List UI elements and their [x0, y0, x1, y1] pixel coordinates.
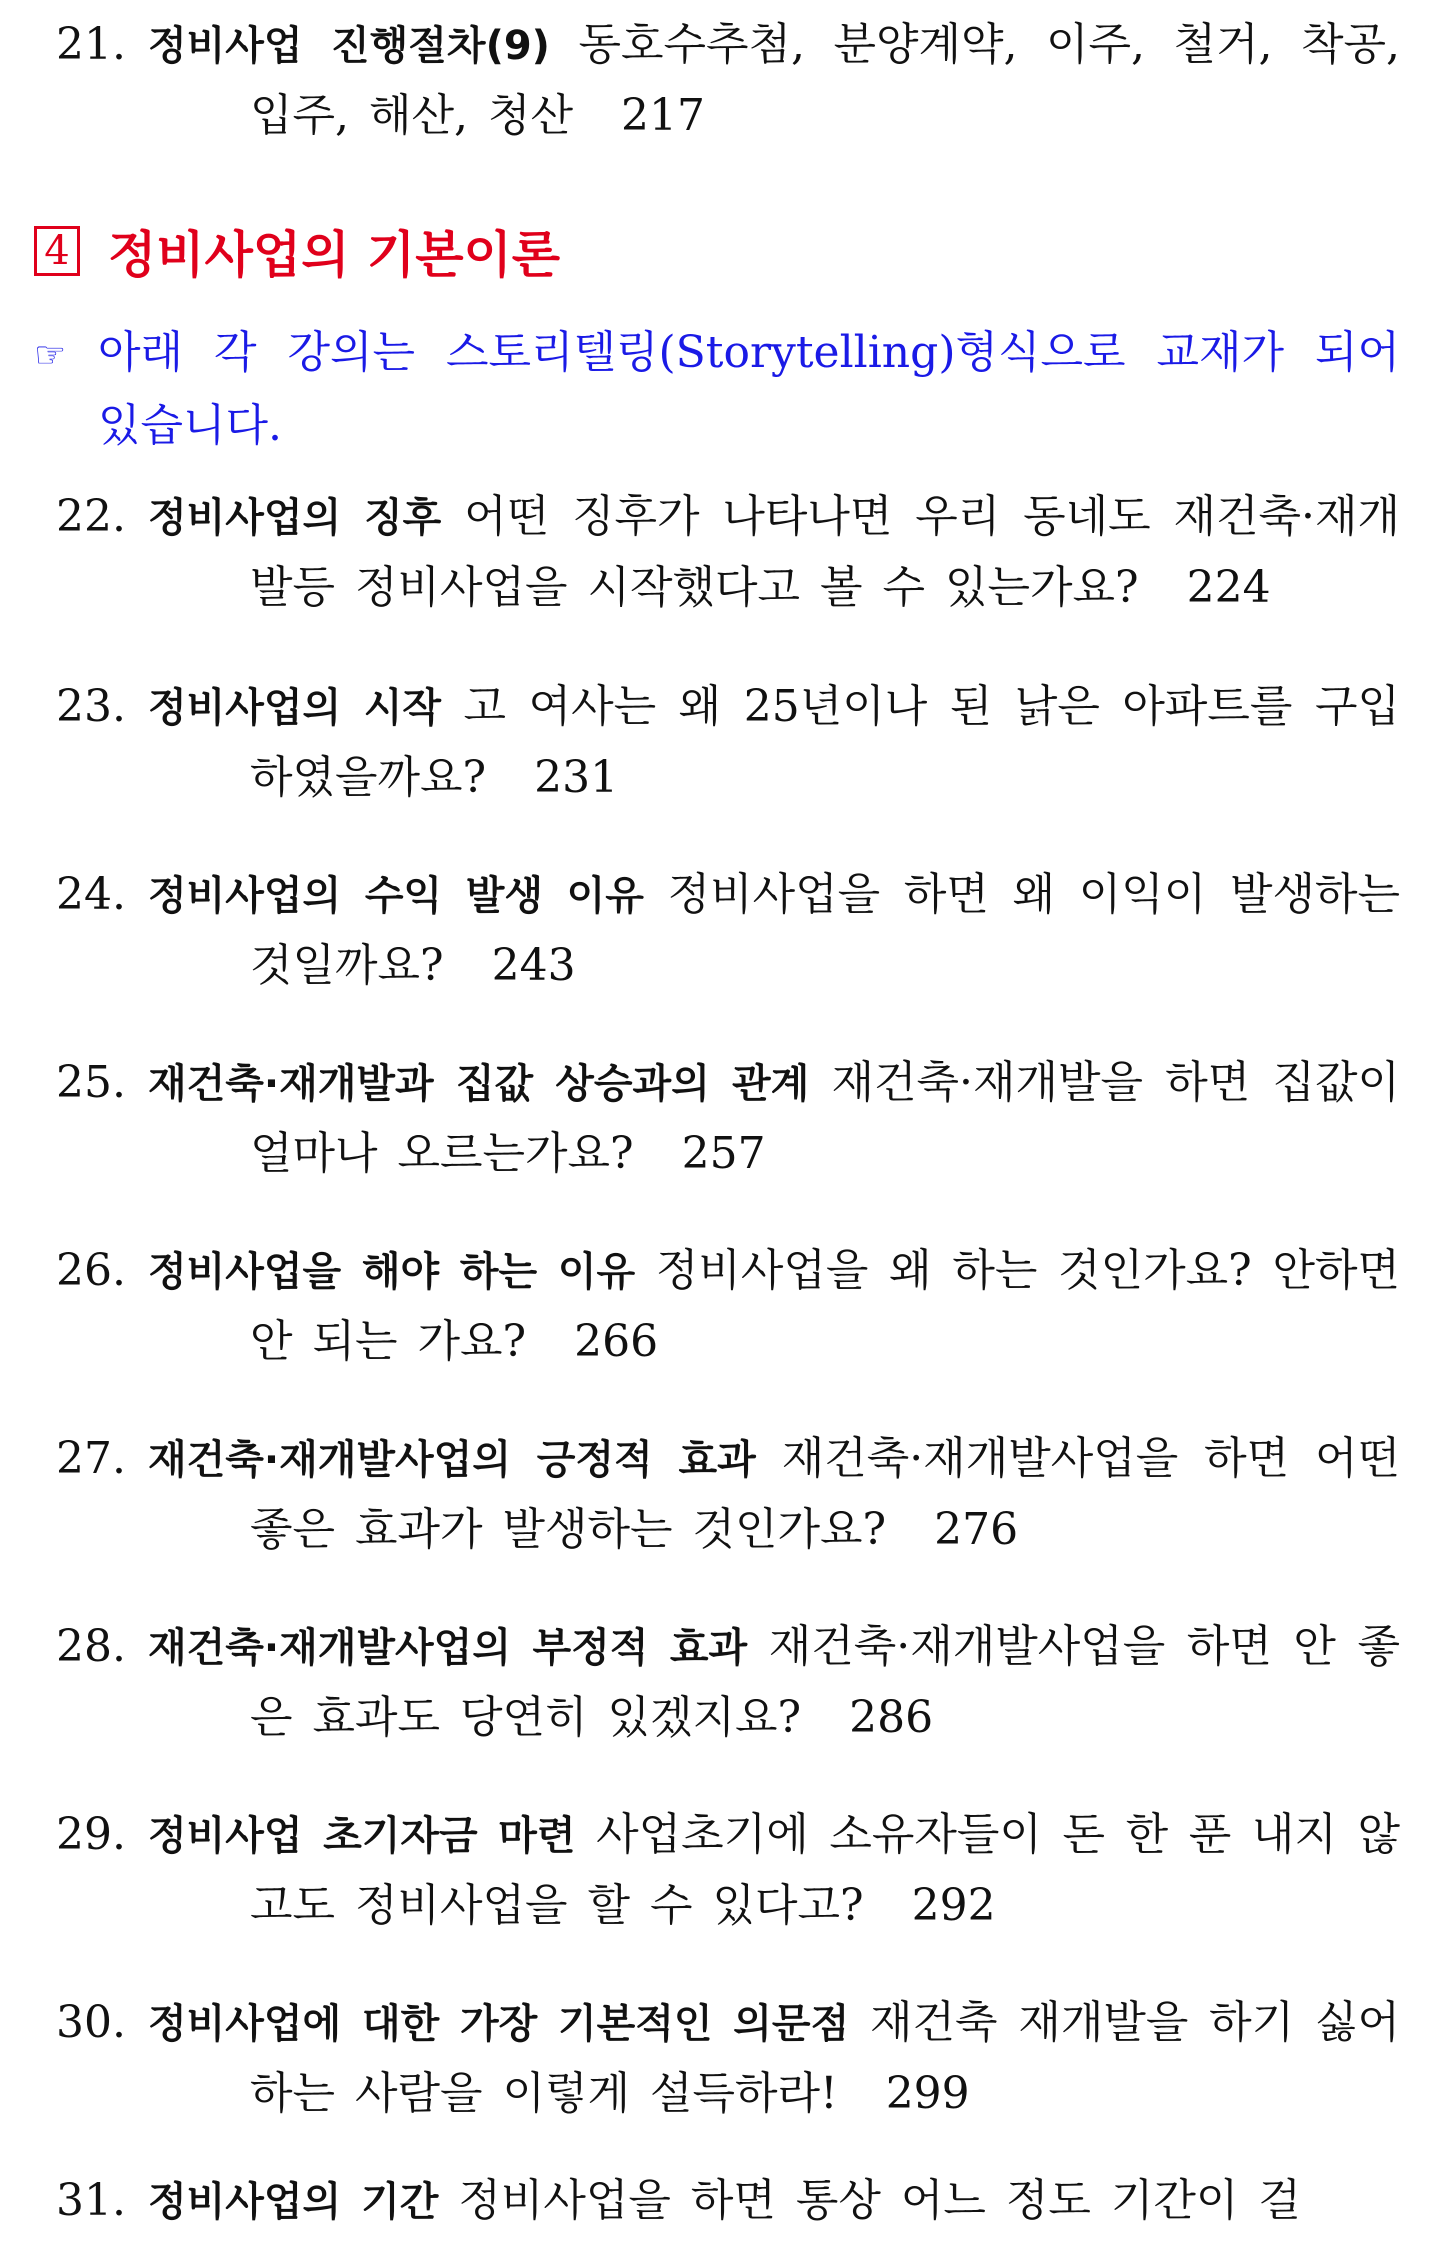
toc-entry	[56, 1236, 1400, 1377]
entry-number: 23.	[56, 681, 126, 732]
entry-description: 재건축·재개발사업을 하면 안 좋은 효과도 당연히 있겠지요?	[250, 1621, 1400, 1743]
entry-number: 22.	[56, 491, 126, 542]
toc-entry	[56, 1612, 1400, 1753]
section-number-box: 4	[34, 226, 80, 276]
note-text: 아래 각 강의는 스토리텔링(Storytelling)형식으로 교재가 되어 있습니다.	[98, 327, 1400, 451]
toc-entry	[56, 1424, 1400, 1565]
entry-number: 29.	[56, 1809, 126, 1860]
entry-page-number: 286	[849, 1692, 934, 1743]
entry-page-number: 231	[534, 752, 619, 803]
entry-number: 26.	[56, 1245, 126, 1296]
entry-page-number: 276	[934, 1504, 1019, 1555]
entry-title: 정비사업의 시작	[148, 685, 441, 731]
entry-number: 31.	[56, 2175, 126, 2226]
entry-description: 재건축·재개발사업을 하면 어떤 좋은 효과가 발생하는 것인가요?	[250, 1433, 1400, 1555]
entry-title: 정비사업의 징후	[148, 495, 442, 541]
storytelling-note	[34, 318, 1400, 461]
entry-page-number: 224	[1186, 562, 1271, 613]
entry-title: 정비사업에 대한 가장 기본적인 의문점	[148, 2001, 850, 2047]
entry-page-number: 292	[911, 1880, 996, 1931]
entry-page-number: 299	[885, 2068, 970, 2119]
entry-description: 재건축·재개발을 하면 집값이 얼마나 오르는가요?	[250, 1057, 1400, 1179]
section-heading	[34, 218, 560, 284]
toc-entry	[56, 482, 1400, 623]
toc-entry	[56, 672, 1400, 813]
entry-title: 재건축·재개발사업의 부정적 효과	[148, 1625, 748, 1671]
toc-entry	[56, 10, 1400, 151]
entry-title: 재건축·재개발사업의 긍정적 효과	[148, 1437, 756, 1483]
entry-description: 정비사업을 하면 통상 어느 정도 기간이 걸	[458, 2175, 1301, 2226]
toc-entry	[56, 1988, 1400, 2129]
entry-description: 정비사업을 왜 하는 것인가요? 안하면 안 되는 가요?	[250, 1245, 1400, 1367]
entry-title: 정비사업 초기자금 마련	[148, 1813, 576, 1859]
entry-title: 정비사업을 해야 하는 이유	[148, 1249, 636, 1295]
entry-description: 고 여사는 왜 25년이나 된 낡은 아파트를 구입하였을까요?	[250, 681, 1400, 803]
entry-number: 30.	[56, 1997, 126, 2048]
pointing-hand-icon: ☞	[34, 335, 67, 376]
entry-description: 재건축 재개발을 하기 싫어하는 사람을 이렇게 설득하라!	[250, 1997, 1400, 2119]
entry-description: 사업초기에 소유자들이 돈 한 푼 내지 않고도 정비사업을 할 수 있다고?	[250, 1809, 1400, 1931]
toc-entry	[56, 860, 1400, 1001]
entry-number: 28.	[56, 1621, 126, 1672]
entry-number: 27.	[56, 1433, 126, 1484]
entry-description: 어떤 징후가 나타나면 우리 동네도 재건축·재개발등 정비사업을 시작했다고 볼 수 있는가요?	[250, 491, 1400, 613]
entry-description: 정비사업을 하면 왜 이익이 발생하는 것일까요?	[250, 869, 1400, 991]
entry-number: 21.	[56, 19, 126, 70]
entry-page-number: 243	[491, 940, 576, 991]
entry-page-number: 266	[574, 1316, 659, 1367]
entry-title: 정비사업의 수익 발생 이유	[148, 873, 644, 919]
toc-entry	[56, 1800, 1400, 1941]
entry-title: 정비사업 진행절차(9)	[148, 23, 550, 69]
toc-entry	[56, 1048, 1400, 1189]
entry-title: 정비사업의 기간	[148, 2179, 439, 2225]
entry-page-number: 217	[620, 90, 705, 141]
entry-title: 재건축·재개발과 집값 상승과의 관계	[148, 1061, 810, 1107]
entry-number: 24.	[56, 869, 126, 920]
entry-description: 동호수추첨, 분양계약, 이주, 철거, 착공, 입주, 해산, 청산	[250, 19, 1400, 141]
entry-number: 25.	[56, 1057, 126, 1108]
entry-page-number: 257	[681, 1128, 766, 1179]
section-title: 정비사업의 기본이론	[108, 226, 561, 284]
toc-entry	[56, 2166, 1400, 2241]
